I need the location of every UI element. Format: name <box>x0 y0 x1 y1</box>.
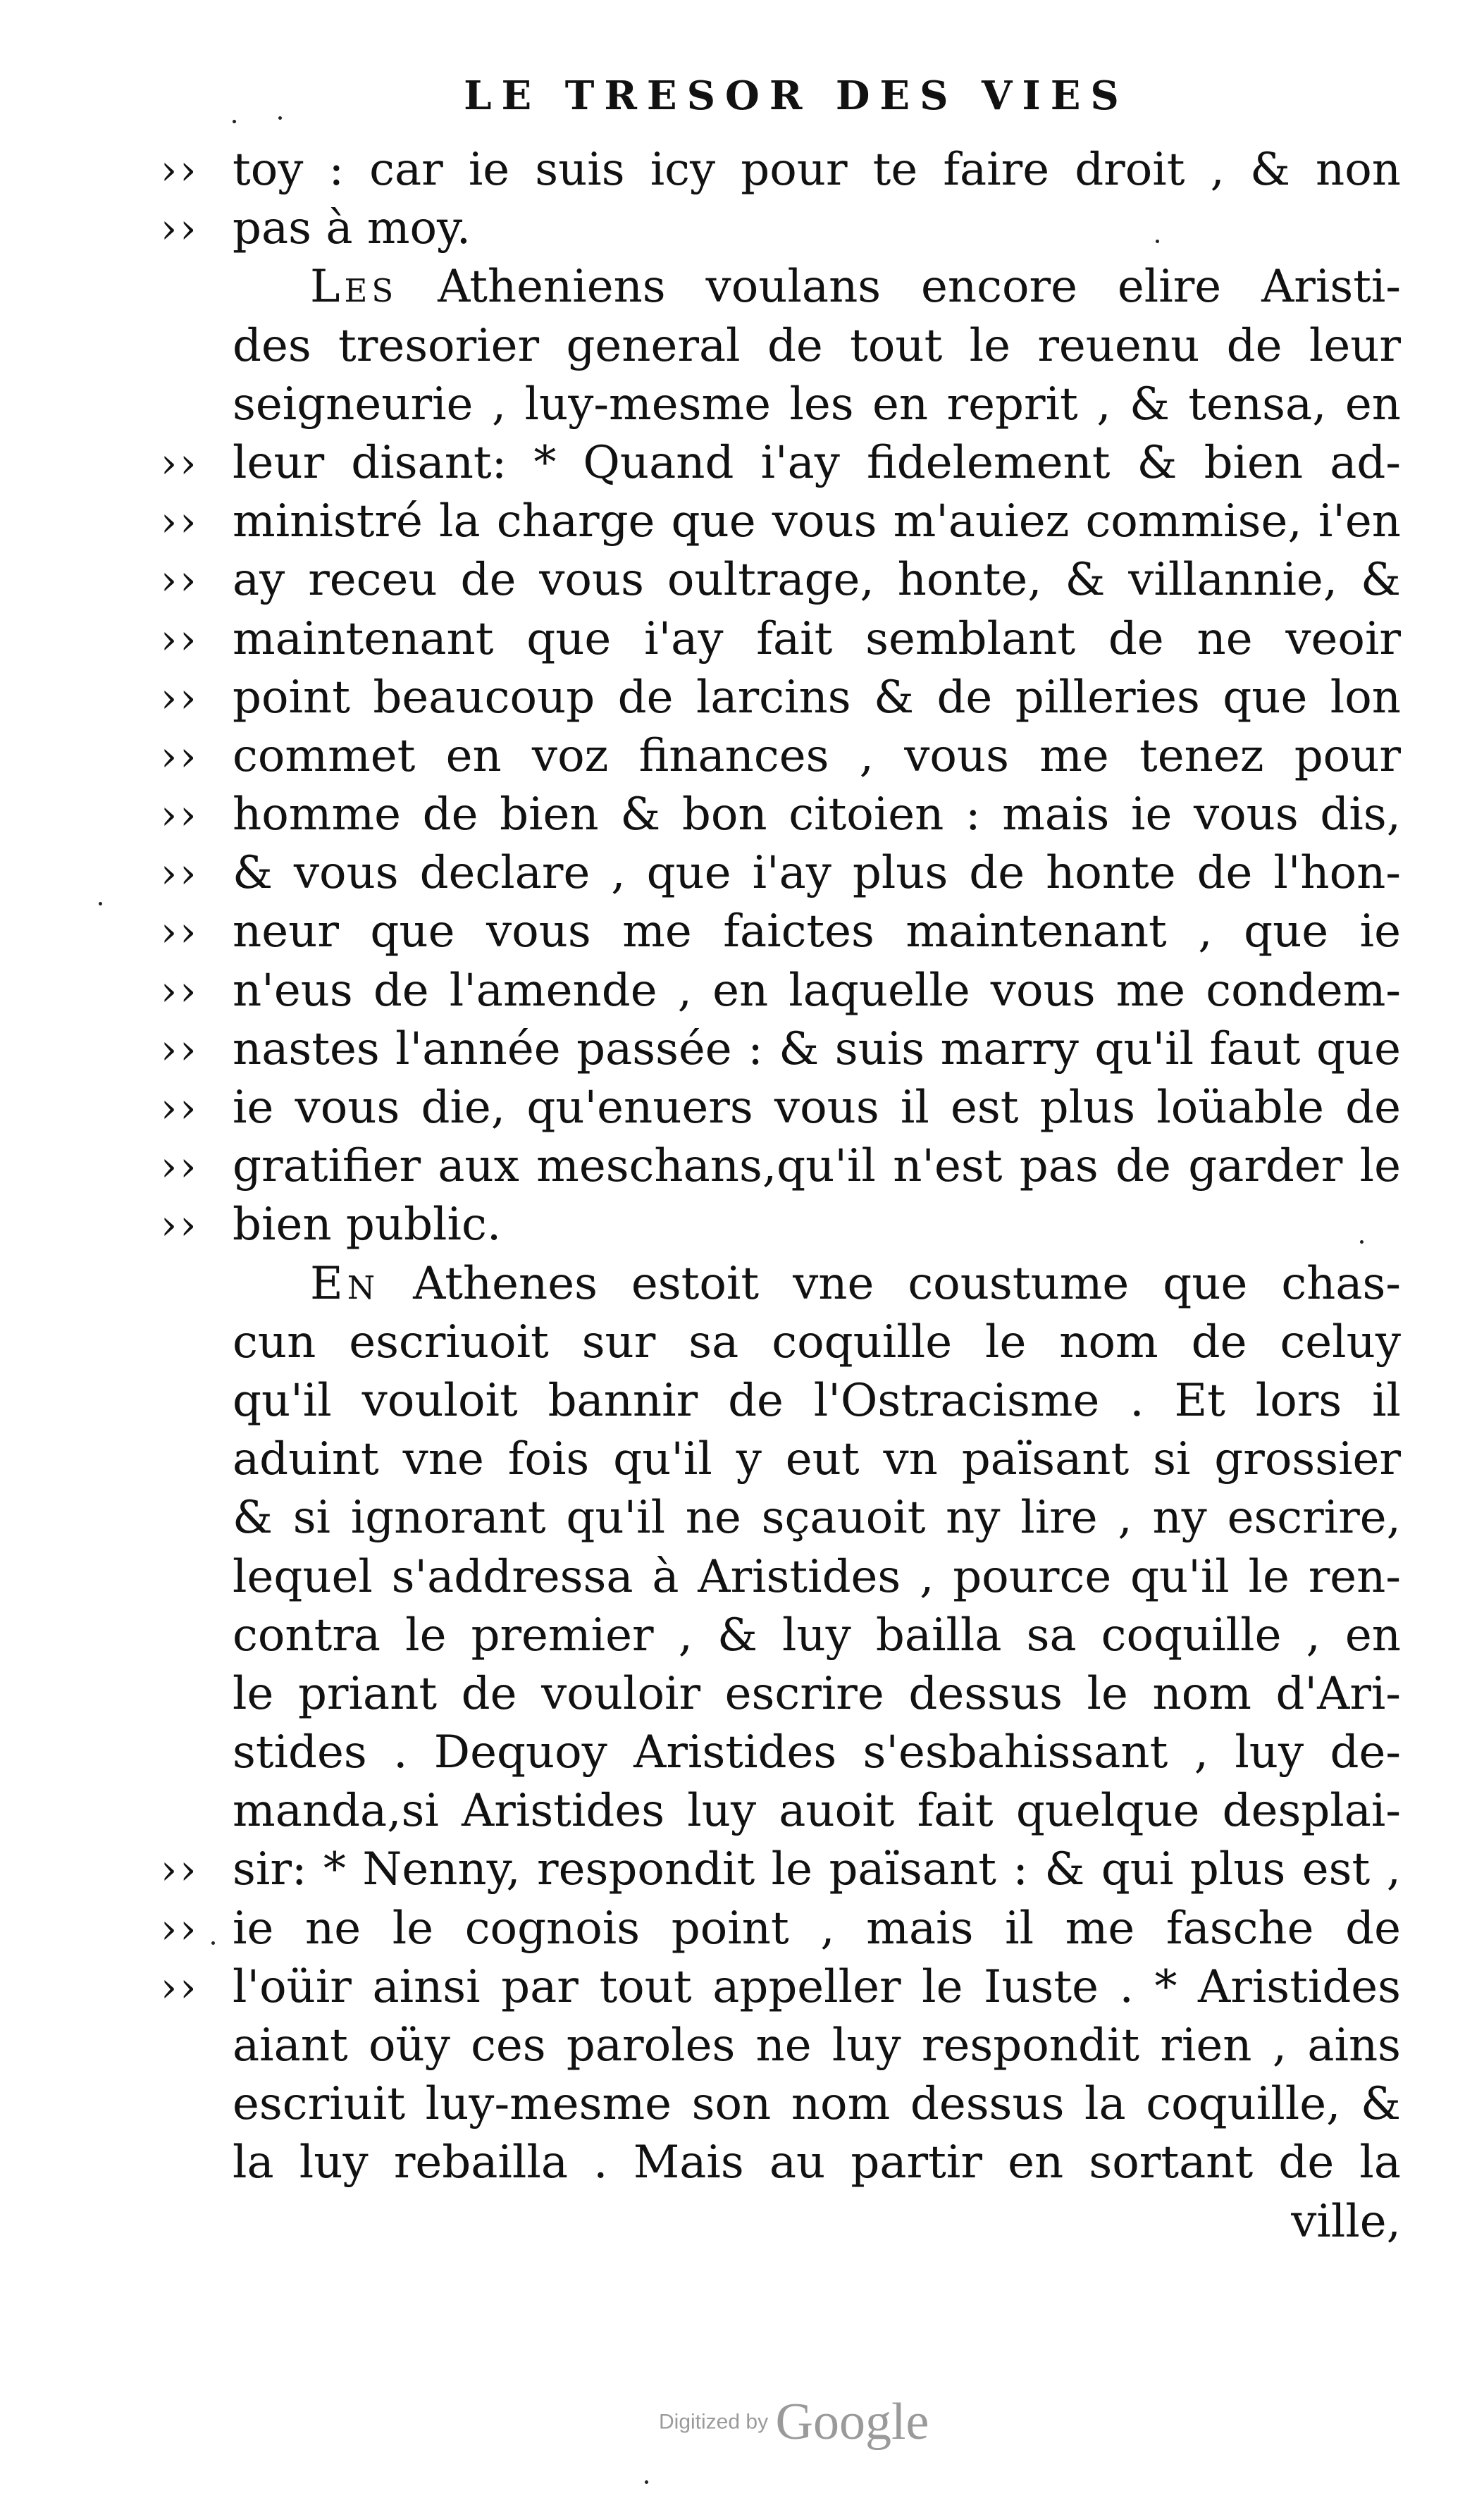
quotation-mark: ›› <box>161 556 199 605</box>
line-body: bien public. <box>233 1199 502 1251</box>
line-body: commet en voz finances , vous me tenez pour <box>233 729 1401 782</box>
text-line <box>161 1489 1401 1547</box>
scan-speck <box>211 1941 215 1945</box>
line-body: qu'il vouloit bannir de l'Ostracisme . Et lors il <box>233 1374 1401 1427</box>
digitized-by-watermark <box>659 2392 929 2452</box>
quotation-mark: ›› <box>161 1025 199 1073</box>
line-text <box>233 1548 1401 1607</box>
line-body: ay receu de vous oultrage, honte, & villannie, & <box>233 554 1401 607</box>
line-body: sir: * Nenny, respondit le païsant : & qui plus est , <box>233 1843 1401 1896</box>
running-head: LE TRESOR DES VIES <box>464 73 1129 119</box>
line-text <box>233 2193 1401 2251</box>
line-text <box>233 1782 1401 1841</box>
line-text <box>233 141 1401 199</box>
text-line <box>161 1548 1401 1607</box>
text-line <box>161 669 1401 727</box>
line-text <box>233 1372 1401 1430</box>
line-text <box>233 1665 1401 1724</box>
quotation-mark: ›› <box>161 1142 199 1191</box>
line-body: pas à moy. <box>233 202 471 255</box>
text-line <box>161 1313 1401 1372</box>
line-body: ministré la charge que vous m'auiez commise, i'en <box>233 495 1401 548</box>
line-body: neur que vous me faictes maintenant , que ie <box>233 905 1401 958</box>
text-line <box>161 1607 1401 1665</box>
line-text <box>310 1255 1401 1313</box>
quotation-mark: ›› <box>161 1904 199 1953</box>
quotation-mark: ›› <box>161 1845 199 1894</box>
line-body: ie ne le cognois point , mais il me fasche de <box>233 1902 1401 1955</box>
line-body: ville, <box>1291 2195 1401 2248</box>
text-line <box>161 2017 1401 2075</box>
line-text <box>233 1020 1401 1079</box>
quotation-mark: ›› <box>161 1084 199 1132</box>
scan-speck <box>278 116 282 120</box>
line-text <box>233 199 1401 258</box>
text-block <box>161 141 1401 2251</box>
text-line <box>161 903 1401 961</box>
line-body: aiant oüy ces paroles ne luy respondit rien , ains <box>233 2020 1401 2072</box>
line-text <box>233 493 1401 551</box>
text-line <box>161 727 1401 786</box>
quotation-mark: ›› <box>161 791 199 839</box>
scan-speck <box>99 902 102 905</box>
line-body: & si ignorant qu'il ne sçauoit ny lire , ny escrire, <box>233 1492 1401 1545</box>
line-text <box>233 844 1401 903</box>
line-text <box>233 1313 1401 1372</box>
paragraph-initial: Les <box>310 261 398 314</box>
quotation-mark: ›› <box>161 1201 199 1249</box>
text-line <box>161 1665 1401 1724</box>
line-body: nastes l'année passée : & suis marry qu'il faut que <box>233 1022 1401 1075</box>
quotation-mark: ›› <box>161 204 199 253</box>
line-text <box>233 1900 1401 1958</box>
line-body: homme de bien & bon citoien : mais ie vous dis, <box>233 789 1401 841</box>
line-body: n'eus de l'amende , en laquelle vous me condem- <box>233 964 1401 1017</box>
text-line <box>161 199 1401 258</box>
text-line <box>161 1255 1401 1313</box>
digitized-by-label: Digitized by <box>659 2410 769 2434</box>
text-line <box>161 493 1401 551</box>
text-line <box>161 1020 1401 1079</box>
line-body: ie vous die, qu'enuers vous il est plus loüable de <box>233 1082 1401 1134</box>
line-body: des tresorier general de tout le reuenu de leur <box>233 319 1401 372</box>
quotation-mark: ›› <box>161 146 199 194</box>
text-line <box>161 258 1401 316</box>
line-body: l'oüir ainsi par tout appeller le Iuste . * Aristides <box>233 1960 1401 2013</box>
text-line <box>161 786 1401 844</box>
google-logo: Google <box>775 2393 929 2451</box>
text-line <box>161 962 1401 1020</box>
line-body: stides . Dequoy Aristides s'esbahissant , luy de- <box>233 1726 1401 1779</box>
text-line <box>161 1372 1401 1430</box>
line-text <box>233 1841 1401 1899</box>
line-body: cun escriuoit sur sa coquille le nom de celuy <box>233 1316 1401 1368</box>
line-text <box>233 2075 1401 2134</box>
line-text <box>233 2017 1401 2075</box>
line-text <box>233 1430 1401 1489</box>
line-text <box>233 1079 1401 1137</box>
line-body: maintenant que i'ay fait semblant de ne veoir <box>233 612 1401 665</box>
scan-speck <box>1156 240 1159 243</box>
line-text <box>233 962 1401 1020</box>
line-body: seigneurie , luy-mesme les en reprit , & tensa, en <box>233 378 1401 431</box>
quotation-mark: ›› <box>161 1962 199 2011</box>
text-line <box>161 2075 1401 2134</box>
quotation-mark: ›› <box>161 908 199 956</box>
quotation-mark: ›› <box>161 614 199 663</box>
line-text <box>233 376 1401 434</box>
line-body: gratifier aux meschans,qu'il n'est pas de garder le <box>233 1140 1401 1193</box>
quotation-mark: ›› <box>161 438 199 487</box>
text-line <box>161 1724 1401 1782</box>
line-text <box>233 1137 1401 1196</box>
text-line <box>161 1841 1401 1899</box>
line-text <box>233 669 1401 727</box>
text-line <box>161 434 1401 493</box>
line-text <box>233 551 1401 610</box>
line-body: & vous declare , que i'ay plus de honte de l'hon- <box>233 847 1401 900</box>
line-text <box>233 1196 1401 1254</box>
quotation-mark: ›› <box>161 731 199 780</box>
line-text <box>233 727 1401 786</box>
text-line <box>161 1430 1401 1489</box>
line-body: point beaucoup de larcins & de pilleries que lon <box>233 671 1401 724</box>
text-line <box>161 551 1401 610</box>
quotation-mark: ›› <box>161 849 199 898</box>
line-body: la luy rebailla . Mais au partir en sortant de la <box>233 2136 1401 2189</box>
line-body: manda,si Aristides luy auoit fait quelque desplai- <box>233 1785 1401 1838</box>
line-body: escriuit luy-mesme son nom dessus la coquille, & <box>233 2078 1401 2131</box>
text-line <box>161 1079 1401 1137</box>
scan-speck <box>645 2480 648 2484</box>
text-line <box>161 1196 1401 1254</box>
line-body: contra le premier , & luy bailla sa coquille , en <box>233 1609 1401 1662</box>
line-body: le priant de vouloir escrire dessus le nom d'Ari- <box>233 1667 1401 1720</box>
line-text <box>233 1958 1401 2017</box>
line-text <box>233 903 1401 961</box>
line-text <box>233 786 1401 844</box>
line-body: leur disant: * Quand i'ay fidelement & bien ad- <box>233 436 1401 489</box>
text-line <box>161 610 1401 669</box>
quotation-mark: ›› <box>161 673 199 722</box>
text-line <box>161 2134 1401 2192</box>
line-text <box>233 434 1401 493</box>
line-text <box>233 2134 1401 2192</box>
line-text <box>233 317 1401 376</box>
line-body: aduint vne fois qu'il y eut vn païsant si grossier <box>233 1433 1401 1486</box>
text-line <box>161 844 1401 903</box>
line-text <box>233 610 1401 669</box>
text-line <box>161 376 1401 434</box>
text-line <box>161 1900 1401 1958</box>
text-line <box>161 2193 1401 2251</box>
quotation-mark: ›› <box>161 966 199 1015</box>
quotation-mark: ›› <box>161 497 199 546</box>
line-text <box>310 258 1401 316</box>
text-line <box>161 1782 1401 1841</box>
paragraph-initial: En <box>310 1257 380 1310</box>
scan-speck <box>233 120 236 123</box>
text-line <box>161 141 1401 199</box>
text-line <box>161 317 1401 376</box>
line-text <box>233 1607 1401 1665</box>
scan-speck <box>1360 1240 1364 1244</box>
line-body: toy : car ie suis icy pour te faire droit , & non <box>233 144 1401 196</box>
text-line <box>161 1137 1401 1196</box>
line-body: Athenes estoit vne coustume que chas- <box>413 1257 1402 1310</box>
line-text <box>233 1489 1401 1547</box>
line-body: Atheniens voulans encore elire Aristi- <box>438 261 1401 314</box>
line-text <box>233 1724 1401 1782</box>
line-body: lequel s'addressa à Aristides , pource qu'il le ren- <box>233 1550 1401 1603</box>
text-line <box>161 1958 1401 2017</box>
